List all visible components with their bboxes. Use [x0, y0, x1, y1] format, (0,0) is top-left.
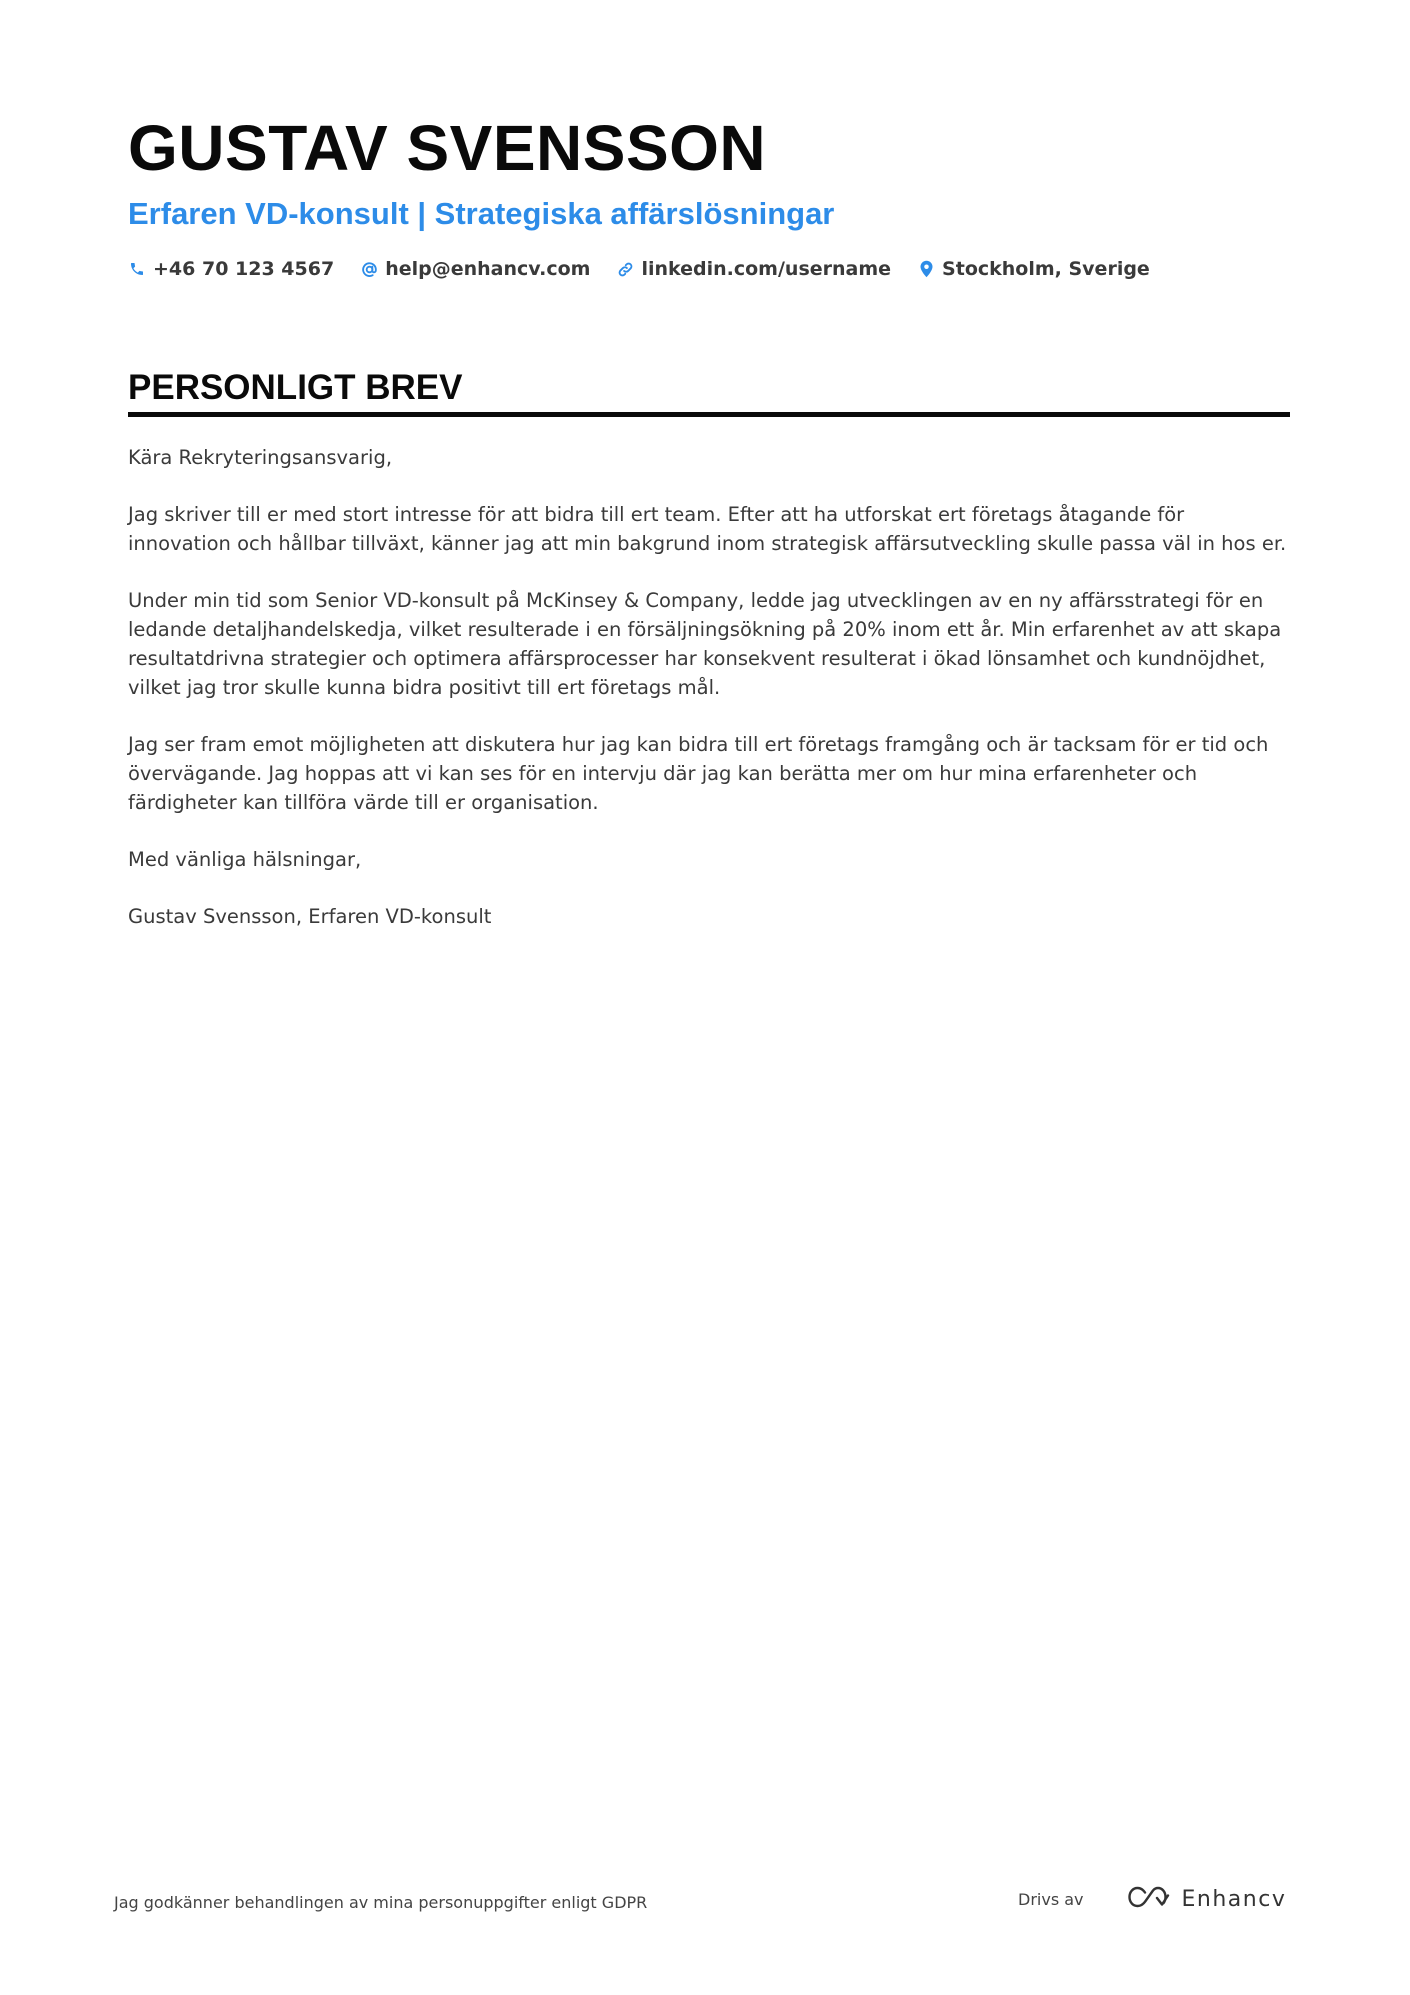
brand-name: Enhancv	[1181, 1886, 1287, 1912]
contact-phone-text: +46 70 123 4567	[153, 258, 335, 280]
contact-location	[917, 258, 1150, 280]
powered-by[interactable]	[1018, 1884, 1286, 1914]
contact-linkedin[interactable]	[616, 258, 891, 280]
cover-letter-section	[128, 366, 1290, 959]
gdpr-consent: Jag godkänner behandlingen av mina personuppgifter enligt GDPR	[114, 1893, 648, 1912]
contact-email[interactable]	[360, 258, 590, 280]
section-title: PERSONLIGT BREV	[128, 368, 463, 407]
link-icon	[616, 260, 634, 278]
contact-phone[interactable]	[128, 258, 334, 280]
letter-greeting: Kära Rekryteringsansvarig,	[128, 446, 393, 469]
powered-by-label: Drivs av	[1018, 1889, 1084, 1909]
letter-closing: Med vänliga hälsningar,	[128, 848, 362, 871]
contact-bar	[128, 254, 1290, 284]
contact-location-text: Stockholm, Sverige	[942, 258, 1150, 280]
at-icon	[360, 260, 378, 278]
letter-body	[128, 443, 1290, 931]
letter-paragraph: Jag ser fram emot möjligheten att diskutera hur jag kan bidra till ert företags framgång och är tacksam för er tid och övervägande. Jag hoppas att vi kan ses för en intervju där jag kan berätta mer om hur mina erfarenheter och färdigheter kan tillföra värde till er organisation.	[128, 733, 1269, 814]
letter-signature: Gustav Svensson, Erfaren VD-konsult	[128, 905, 492, 928]
letter-paragraph: Jag skriver till er med stort intresse för att bidra till ert team. Efter att ha utforskat ert företags åtagande för innovation och hållbar tillväxt, känner jag att min bakgrund inom strategisk affärsutveckling skulle passa väl in hos er.	[128, 503, 1287, 555]
candidate-name: GUSTAV SVENSSON	[128, 112, 767, 184]
contact-email-text: help@enhancv.com	[385, 258, 591, 280]
phone-icon	[128, 260, 146, 278]
letter-paragraph: Under min tid som Senior VD-konsult på McKinsey & Company, ledde jag utvecklingen av en ny affärsstrategi för en ledande detaljhandelskedja, vilket resulterade i en försäljningsökning på 20% inom ett år. Min erfarenhet av att skapa resultatdrivna strategier och optimera affärsprocesser har konsekvent resulterat i ökad lönsamhet och kundnöjdhet, vilket jag tror skulle kunna bidra positivt till ert företags mål.	[128, 589, 1282, 699]
brand-logo[interactable]	[1126, 1884, 1287, 1914]
enhancv-logo-icon	[1126, 1884, 1172, 1914]
header	[128, 108, 1290, 284]
section-divider	[128, 412, 1290, 417]
contact-linkedin-text: linkedin.com/username	[641, 258, 892, 280]
location-pin-icon	[917, 260, 935, 278]
candidate-tagline: Erfaren VD-konsult | Strategiska affärslösningar	[128, 196, 835, 231]
